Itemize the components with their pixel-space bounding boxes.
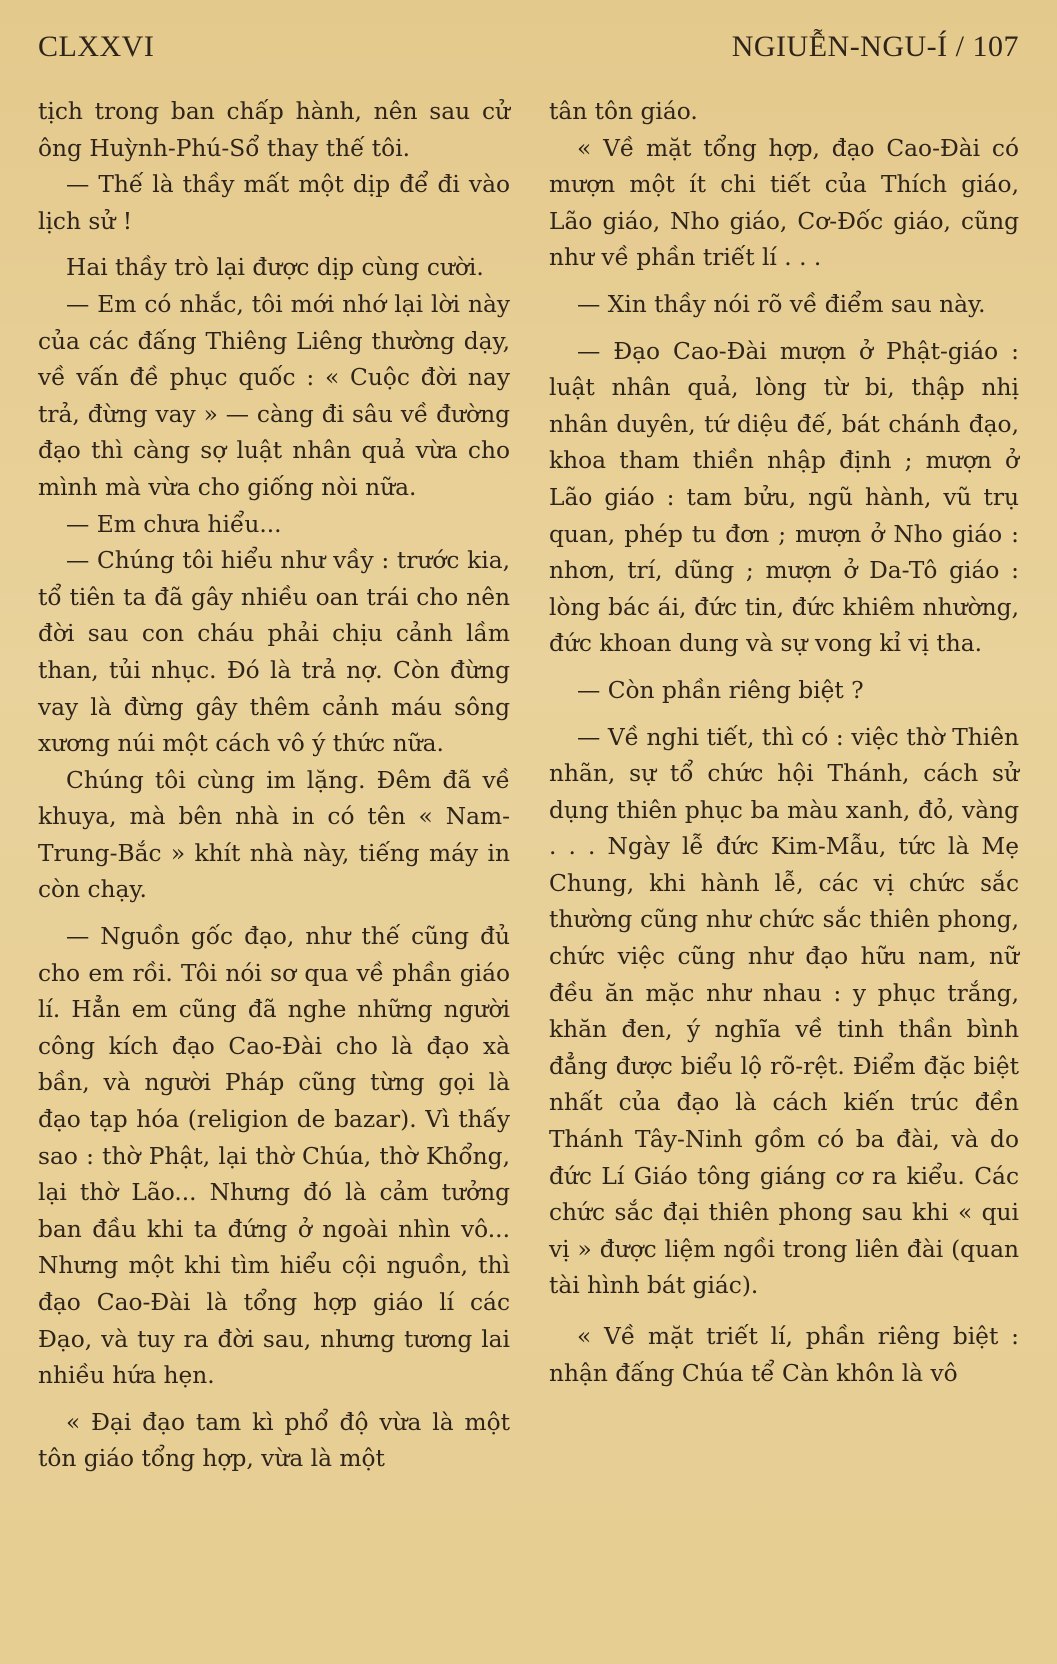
paragraph: — Chúng tôi hiểu như vầy : trước kia, tổ tiên ta đã gây nhiều oan trái cho nên đời sau con cháu phải chịu cảnh lầm than, tủi nhục. Đó là trả nợ. Còn đừng vay là đừng gây thêm cảnh máu sông xương núi một cách vô ý thức nữa. — [38, 547, 510, 758]
paragraph: tịch trong ban chấp hành, nên sau cử ông Huỳnh-Phú-Sổ thay thế tôi. — [38, 98, 510, 162]
page-section-number: CLXXVI — [38, 30, 155, 63]
text-columns — [38, 94, 1019, 1478]
right-column — [549, 94, 1019, 1478]
paragraph: — Thế là thầy mất một dịp để đi vào lịch sử ! — [38, 171, 510, 235]
paragraph: — Còn phần riêng biệt ? — [577, 676, 864, 704]
paragraph: — Nguồn gốc đạo, như thế cũng đủ cho em rồi. Tôi nói sơ qua về phần giáo lí. Hẳn em cũng đã nghe những người công kích đạo Cao-Đài cho là đạo xà bần, và người Pháp cũng từng gọi là đạo tạp hóa (religion de bazar). Vì thấy sao : thờ Phật, lại thờ Chúa, thờ Khổng, lại thờ Lão... Nhưng đó là cảm tưởng ban đầu khi ta đứng ở ngoài nhìn vô... Nhưng một khi tìm hiểu cội nguồn, thì đạo Cao-Đài là tổng hợp giáo lí các Đạo, và tuy ra đời sau, nhưng tương lai nhiều hứa hẹn. — [38, 923, 510, 1390]
paragraph: tân tôn giáo. — [549, 98, 698, 125]
paragraph: Chúng tôi cùng im lặng. Đêm đã về khuya, mà bên nhà in có tên « Nam-Trung-Bắc » khít nhà này, tiếng máy in còn chạy. — [38, 766, 510, 904]
left-column — [38, 94, 510, 1478]
paragraph: Hai thầy trò lại được dịp cùng cười. — [66, 254, 484, 282]
paragraph: — Em có nhắc, tôi mới nhớ lại lời này của các đấng Thiêng Liêng thường dạy, về vấn đề phục quốc : « Cuộc đời nay trả, đừng vay » — càng đi sâu về đường đạo thì càng sợ luật nhân quả vừa cho mình mà vừa cho giống nòi nữa. — [38, 290, 510, 501]
paragraph: — Em chưa hiểu... — [66, 510, 282, 538]
paragraph: — Đạo Cao-Đài mượn ở Phật-giáo : luật nhân quả, lòng từ bi, thập nhị nhân duyên, tứ diệu đế, bát chánh đạo, khoa tham thiền nhập định ; mượn ở Lão giáo : tam bửu, ngũ hành, vũ trụ quan, phép tu đơn ; mượn ở Nho giáo : nhơn, trí, dũng ; mượn ở Da-Tô giáo : lòng bác ái, đức tin, đức khiêm nhường, đức khoan dung và sự vong kỉ vị tha. — [549, 337, 1019, 658]
author-and-page-number: NGIUỄN-NGU-Í / 107 — [731, 30, 1019, 63]
paragraph: « Về mặt triết lí, phần riêng biệt : nhận đấng Chúa tể Càn khôn là vô — [549, 1323, 1019, 1387]
paragraph: — Về nghi tiết, thì có : việc thờ Thiên nhãn, sự tổ chức hội Thánh, cách sử dụng thiên phục ba màu xanh, đỏ, vàng . . . Ngày lễ đức Kim-Mẫu, tức là Mẹ Chung, khi hành lễ, các vị chức sắc thường cũng như chức sắc thiên phong, chức việc cũng như đạo hữu nam, nữ đều ăn mặc như nhau : y phục trắng, khăn đen, ý nghĩa về tinh thần bình đẳng được biểu lộ rõ-rệt. Điểm đặc biệt nhất của đạo là cách kiến trúc đền Thánh Tây-Ninh gồm có ba đài, và do đức Lí Giáo tông giáng cơ ra kiểu. Các chức sắc đại thiên phong sau khi « qui vị » được liệm ngồi trong liên đài (quan tài hình bát giác). — [549, 723, 1019, 1300]
running-header — [38, 30, 1019, 76]
paragraph: — Xin thầy nói rõ về điểm sau này. — [577, 290, 986, 318]
paragraph: « Về mặt tổng hợp, đạo Cao-Đài có mượn một ít chi tiết của Thích giáo, Lão giáo, Nho giáo, Cơ-Đốc giáo, cũng như về phần triết lí . . . — [549, 134, 1019, 272]
paragraph: « Đại đạo tam kì phổ độ vừa là một tôn giáo tổng hợp, vừa là một — [38, 1408, 510, 1473]
